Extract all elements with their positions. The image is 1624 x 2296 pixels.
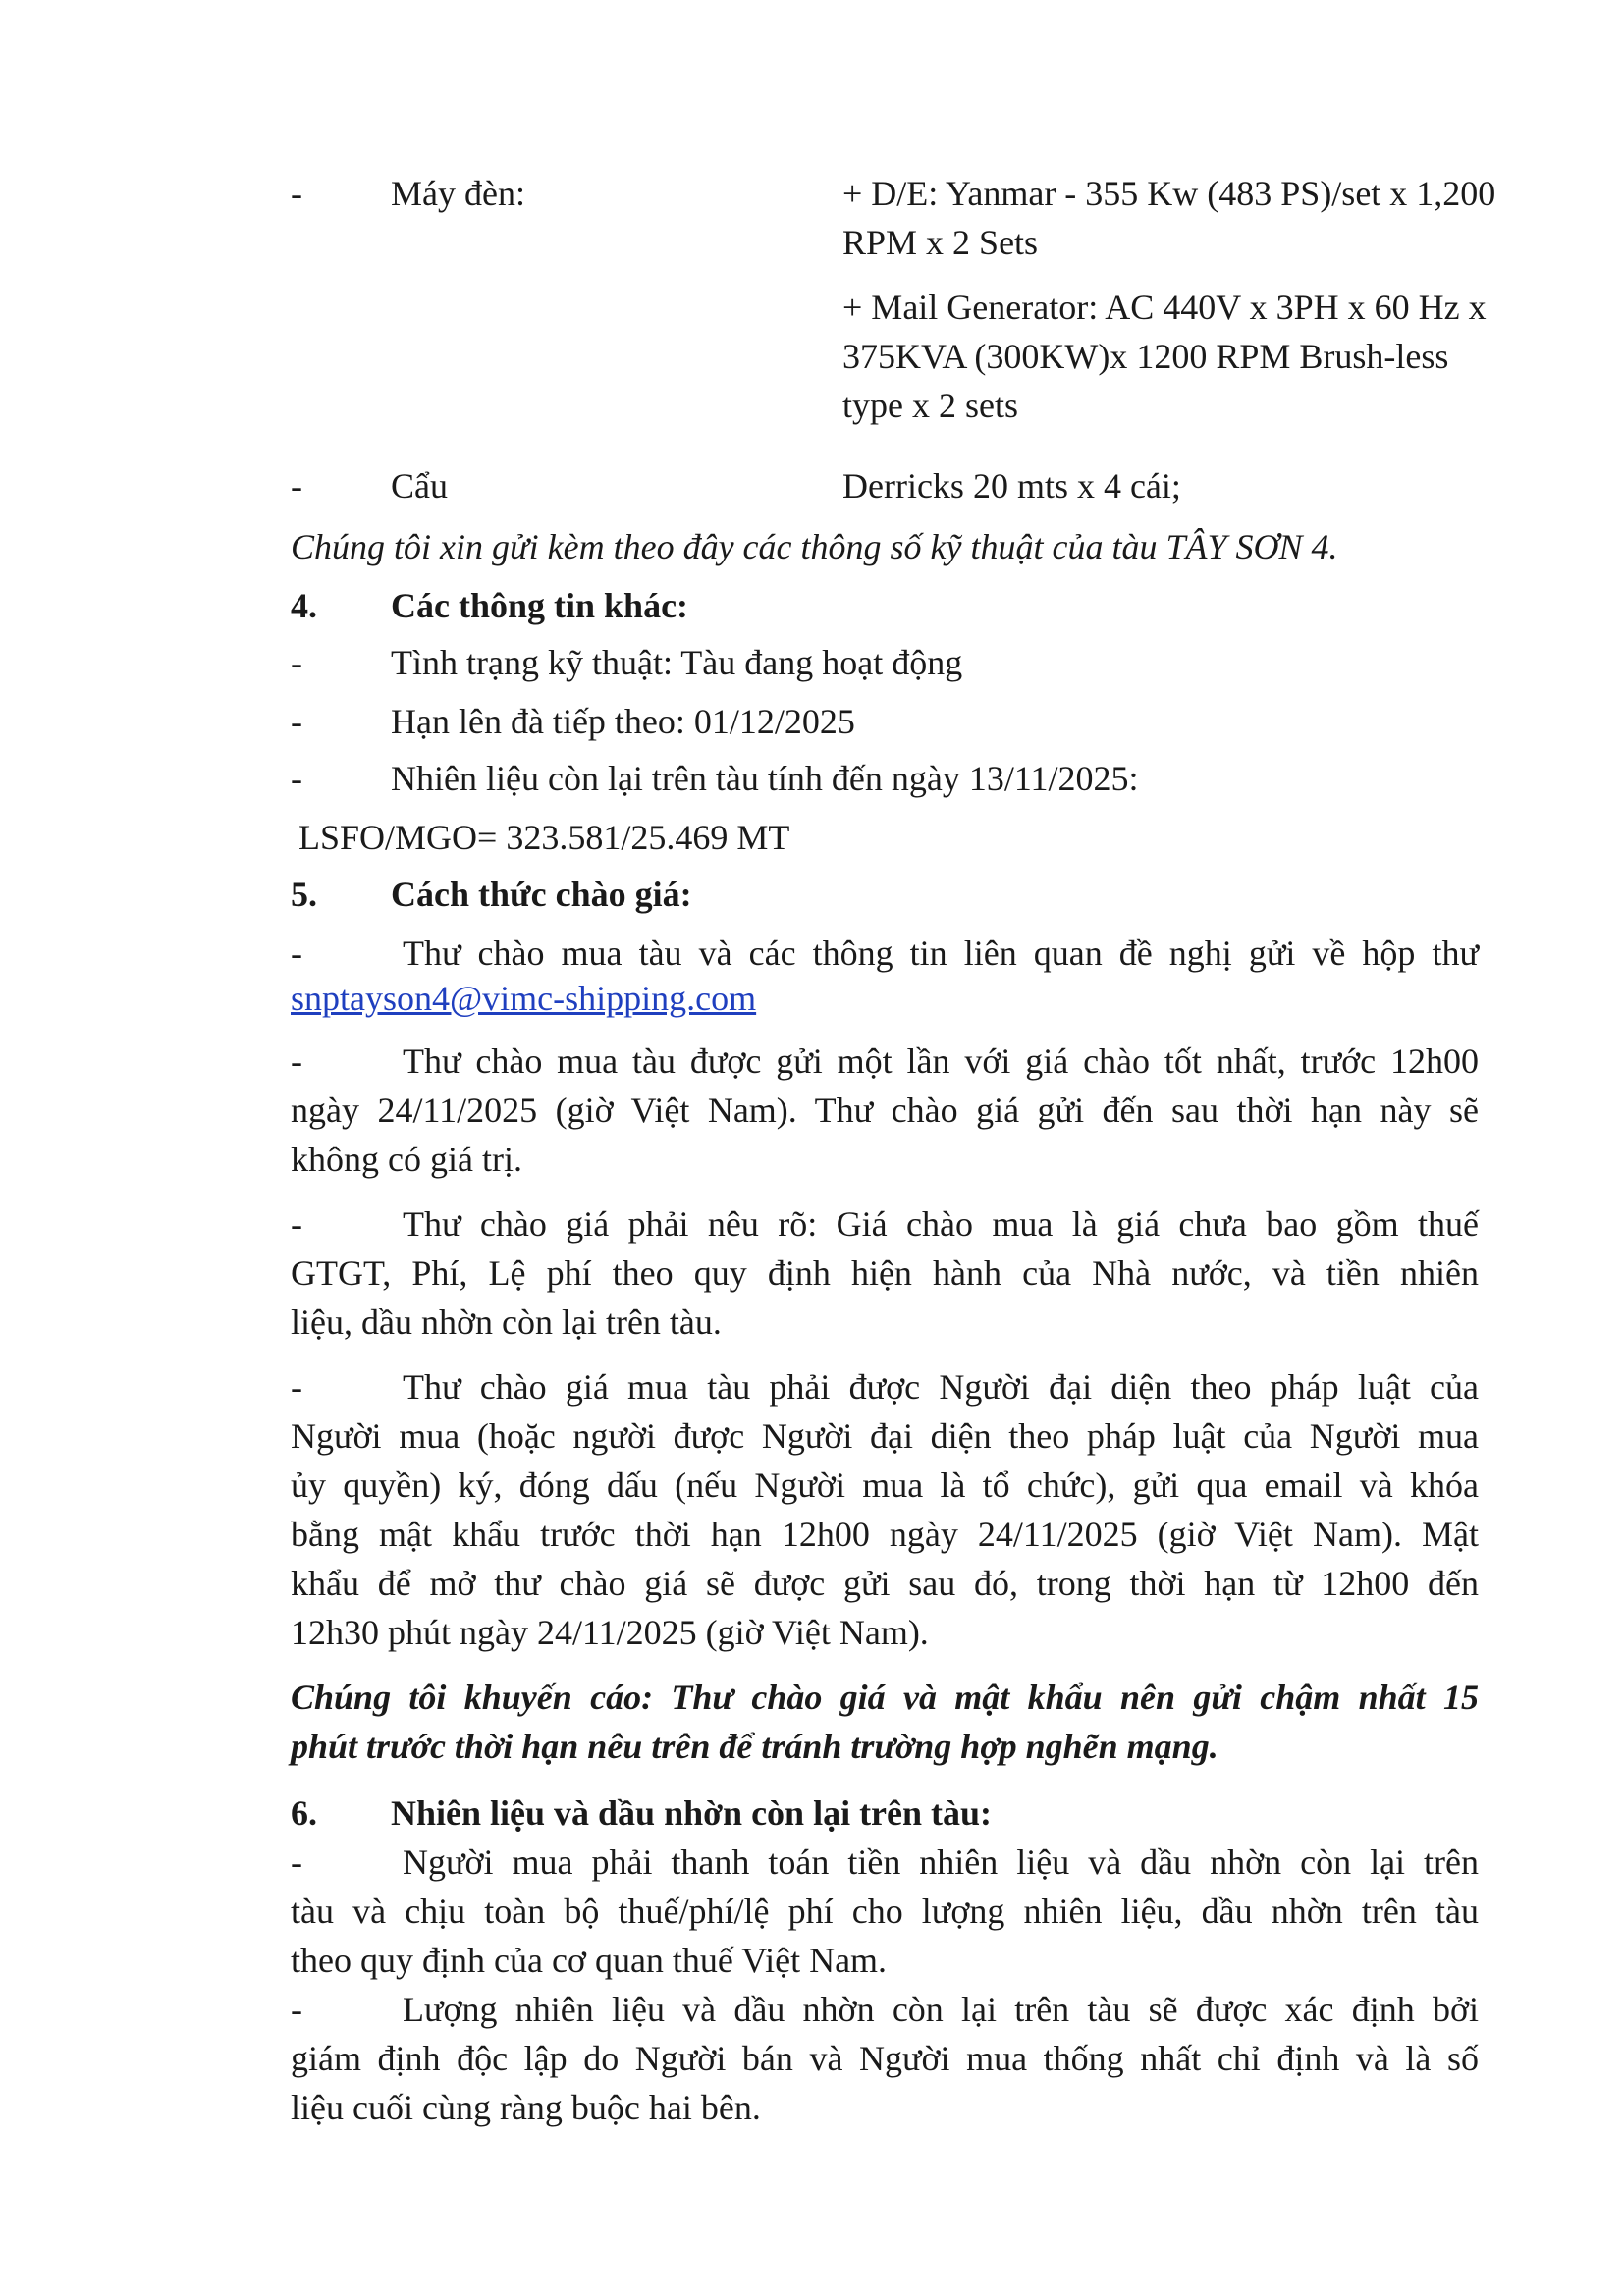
list-dash: - xyxy=(291,466,302,506)
paragraph-line xyxy=(291,1041,1479,1082)
list-item: Hạn lên đà tiếp theo: 01/12/2025 xyxy=(391,702,855,741)
list-dash: - xyxy=(291,1367,302,1407)
paragraph-line: GTGT, Phí, Lệ phí theo quy định hiện hành của Nhà nước, và tiền nhiên xyxy=(291,1254,1479,1293)
list-item: Tình trạng kỹ thuật: Tàu đang hoạt động xyxy=(391,643,963,682)
paragraph-line: liệu cuối cùng ràng buộc hai bên. xyxy=(291,2088,761,2127)
list-dash: - xyxy=(291,1842,302,1882)
paragraph-line: giám định độc lập do Người bán và Người mua thống nhất chỉ định và là số xyxy=(291,2039,1479,2078)
paragraph-line: Người mua (hoặc người được Người đại diện theo pháp luật của Người mua xyxy=(291,1416,1479,1456)
generator-spec-line: + Mail Generator: AC 440V x 3PH x 60 Hz x xyxy=(842,288,1487,327)
crane-label: Cẩu xyxy=(391,466,448,506)
warning-line: Chúng tôi khuyến cáo: Thư chào giá và mật khẩu nên gửi chậm nhất 15 xyxy=(291,1678,1479,1717)
list-item: Nhiên liệu còn lại trên tàu tính đến ngày 13/11/2025: xyxy=(391,759,1139,798)
generator-spec-line: 375KVA (300KW)x 1200 RPM Brush-less xyxy=(842,337,1449,376)
generator-spec-line: RPM x 2 Sets xyxy=(842,223,1039,262)
section-number: 6. xyxy=(291,1793,317,1833)
generator-label: Máy đèn: xyxy=(391,174,525,213)
paragraph-line xyxy=(291,933,1479,974)
list-dash: - xyxy=(291,934,302,973)
warning-line: phút trước thời hạn nêu trên để tránh trường hợp nghẽn mạng. xyxy=(291,1727,1218,1766)
paragraph-line: ủy quyền) ký, đóng dấu (nếu Người mua là tổ chức), gửi qua email và khóa xyxy=(291,1466,1479,1505)
list-dash: - xyxy=(291,702,302,741)
paragraph-line: ngày 24/11/2025 (giờ Việt Nam). Thư chào giá gửi đến sau thời hạn này sẽ xyxy=(291,1091,1479,1130)
list-dash: - xyxy=(291,1204,302,1244)
generator-spec-line: + D/E: Yanmar - 355 Kw (483 PS)/set x 1,200 xyxy=(842,174,1496,213)
attachment-note: Chúng tôi xin gửi kèm theo đây các thông số kỹ thuật của tàu TÂY SƠN 4. xyxy=(291,527,1338,566)
paragraph-line: theo quy định của cơ quan thuế Việt Nam. xyxy=(291,1941,888,1980)
paragraph-text: Lượng nhiên liệu và dầu nhờn còn lại trên tàu sẽ được xác định bởi xyxy=(403,1990,1479,2029)
paragraph-text: Thư chào mua tàu được gửi một lần với giá chào tốt nhất, trước 12h00 xyxy=(403,1041,1479,1081)
section-heading: Các thông tin khác: xyxy=(391,586,689,625)
list-dash: - xyxy=(291,643,302,682)
fuel-remaining: LSFO/MGO= 323.581/25.469 MT xyxy=(298,818,790,857)
paragraph-line xyxy=(291,1842,1479,1883)
paragraph-text: Thư chào giá phải nêu rõ: Giá chào mua là giá chưa bao gồm thuế xyxy=(403,1204,1479,1244)
paragraph-line: liệu, dầu nhờn còn lại trên tàu. xyxy=(291,1303,722,1342)
section-number: 5. xyxy=(291,875,317,914)
paragraph-text: Thư chào mua tàu và các thông tin liên quan đề nghị gửi về hộp thư xyxy=(403,934,1479,973)
paragraph-line: khẩu để mở thư chào giá sẽ được gửi sau đó, trong thời hạn từ 12h00 đến xyxy=(291,1564,1479,1603)
paragraph-line: bằng mật khẩu trước thời hạn 12h00 ngày 24/11/2025 (giờ Việt Nam). Mật xyxy=(291,1515,1479,1554)
paragraph-text: Thư chào giá mua tàu phải được Người đại diện theo pháp luật của xyxy=(403,1367,1479,1407)
list-dash: - xyxy=(291,174,302,213)
list-dash: - xyxy=(291,1990,302,2029)
paragraph-line: tàu và chịu toàn bộ thuế/phí/lệ phí cho lượng nhiên liệu, dầu nhờn trên tàu xyxy=(291,1892,1479,1931)
generator-spec-line: type x 2 sets xyxy=(842,386,1018,425)
paragraph-line: 12h30 phút ngày 24/11/2025 (giờ Việt Nam). xyxy=(291,1613,929,1652)
paragraph-line xyxy=(291,1989,1479,2030)
paragraph-text: Người mua phải thanh toán tiền nhiên liệu và dầu nhờn còn lại trên xyxy=(403,1842,1479,1882)
paragraph-line xyxy=(291,1366,1479,1408)
paragraph-line: không có giá trị. xyxy=(291,1140,522,1179)
list-dash: - xyxy=(291,1041,302,1081)
section-heading: Cách thức chào giá: xyxy=(391,875,692,914)
list-dash: - xyxy=(291,759,302,798)
contact-email-link[interactable]: snptayson4@vimc-shipping.com xyxy=(291,979,757,1018)
paragraph-line xyxy=(291,1203,1479,1245)
section-heading: Nhiên liệu và dầu nhờn còn lại trên tàu: xyxy=(391,1793,993,1833)
crane-spec: Derricks 20 mts x 4 cái; xyxy=(842,466,1181,506)
section-number: 4. xyxy=(291,586,317,625)
